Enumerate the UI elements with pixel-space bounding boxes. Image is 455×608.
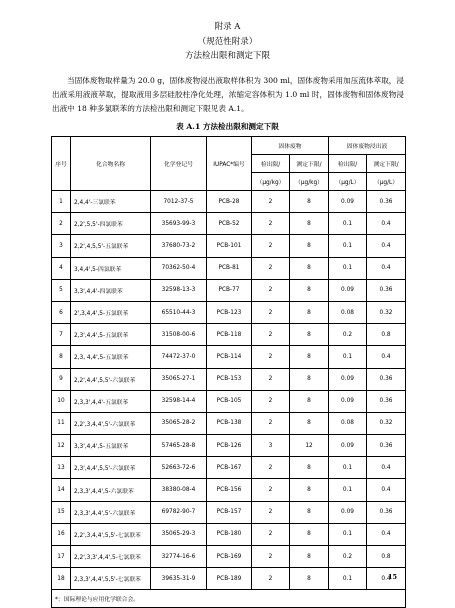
appendix-title: 附录 A [214,22,241,32]
table-row [52,457,406,479]
table-row [52,412,406,434]
compound-name: 2,3,3',4,4',5,5'-七氯联苯 [71,568,151,590]
iupac-number: PCB-167 [207,457,252,479]
leachate-quant-limit: 0.32 [367,412,406,434]
page-number: 15 [387,573,397,581]
solid-detection-limit: 2 [252,324,290,346]
row-number: 6 [52,301,71,323]
leachate-quant-limit: 0.36 [367,501,406,523]
appendix-type: （规范性附录） [197,37,258,47]
table-row [52,390,406,412]
header-seq: 序号 [52,137,71,191]
table-row [52,568,406,590]
iupac-number: PCB-77 [207,279,252,301]
leachate-detection-limit: 0.1 [329,257,367,279]
compound-name: 2,2',4,4',5,5'-六氯联苯 [71,368,151,390]
row-number: 2 [52,213,71,235]
leachate-detection-limit: 0.09 [329,368,367,390]
header-name: 化合物名称 [71,137,151,191]
cas-number: 32598-13-3 [151,279,207,301]
solid-quant-limit: 8 [290,390,329,412]
header-solid-det: 检出限/ [252,155,290,173]
header-leach-det: 检出限/ [329,155,367,173]
compound-name: 2,3,3',4,4',5-六氯联苯 [71,479,151,501]
compound-name: 2,2',3,3',4,4',5-七氯联苯 [71,546,151,568]
header-solid-quant-unit: （μg/kg） [290,173,329,191]
table-row [52,301,406,323]
compound-name: 2,3, 4,4',5-五氯联苯 [71,346,151,368]
header-leach-quant-unit: （μg/L） [367,173,406,191]
cas-number: 35065-27-1 [151,368,207,390]
compound-name: 2,3,3',4,4'-五氯联苯 [71,390,151,412]
iupac-number: PCB-118 [207,324,252,346]
table-row [52,257,406,279]
cas-number: 74472-37-0 [151,346,207,368]
solid-quant-limit: 8 [290,279,329,301]
table-row [52,191,406,213]
solid-detection-limit: 2 [252,213,290,235]
leachate-quant-limit: 0.4 [367,346,406,368]
leachate-quant-limit: 0.32 [367,301,406,323]
leachate-detection-limit: 0.09 [329,191,367,213]
solid-detection-limit: 2 [252,457,290,479]
leachate-quant-limit: 0.4 [367,523,406,545]
iupac-number: PCB-114 [207,346,252,368]
leachate-detection-limit: 0.09 [329,501,367,523]
solid-detection-limit: 3 [252,435,290,457]
table-row [52,523,406,545]
cas-number: 37680-73-2 [151,235,207,257]
leachate-quant-limit: 0.36 [367,368,406,390]
solid-quant-limit: 8 [290,235,329,257]
leachate-detection-limit: 0.09 [329,435,367,457]
cas-number: 38380-08-4 [151,479,207,501]
solid-quant-limit: 8 [290,479,329,501]
table-row [52,279,406,301]
solid-detection-limit: 2 [252,368,290,390]
header-iupac: IUPAC*编号 [207,137,252,191]
leachate-detection-limit: 0.1 [329,346,367,368]
compound-name: 2,2',4,5,5'-五氯联苯 [71,235,151,257]
compound-name: 2,3,3',4,4',5'-六氯联苯 [71,501,151,523]
leachate-quant-limit: 0.36 [367,435,406,457]
row-number: 7 [52,324,71,346]
solid-quant-limit: 8 [290,191,329,213]
iupac-number: PCB-126 [207,435,252,457]
row-number: 9 [52,368,71,390]
cas-number: 69782-90-7 [151,501,207,523]
header-leach-det-unit: （μg/L） [329,173,367,191]
cas-number: 35065-28-2 [151,412,207,434]
row-number: 15 [52,501,71,523]
row-number: 13 [52,457,71,479]
solid-detection-limit: 2 [252,390,290,412]
header-solid-det-unit: （μg/kg） [252,173,290,191]
iupac-number: PCB-81 [207,257,252,279]
solid-detection-limit: 2 [252,346,290,368]
solid-quant-limit: 8 [290,412,329,434]
cas-number: 52663-72-6 [151,457,207,479]
leachate-quant-limit: 0.36 [367,279,406,301]
leachate-quant-limit: 0.4 [367,568,406,590]
row-number: 14 [52,479,71,501]
leachate-detection-limit: 0.1 [329,523,367,545]
solid-detection-limit: 2 [252,501,290,523]
row-number: 11 [52,412,71,434]
table-row [52,324,406,346]
iupac-number: PCB-169 [207,546,252,568]
solid-quant-limit: 8 [290,568,329,590]
solid-detection-limit: 2 [252,568,290,590]
iupac-number: PCB-189 [207,568,252,590]
compound-name: 3,4,4',5-四氯联苯 [71,257,151,279]
solid-quant-limit: 8 [290,368,329,390]
solid-quant-limit: 8 [290,501,329,523]
leachate-quant-limit: 0.4 [367,479,406,501]
iupac-number: PCB-180 [207,523,252,545]
leachate-quant-limit: 0.4 [367,213,406,235]
row-number: 5 [52,279,71,301]
compound-name: 2,3',4,4',5-五氯联苯 [71,324,151,346]
solid-detection-limit: 2 [252,523,290,545]
table-note: *：国际理论与应用化学联合会。 [52,590,406,608]
compound-name: 3,3',4,4',5-五氯联苯 [71,435,151,457]
row-number: 17 [52,546,71,568]
leachate-quant-limit: 0.4 [367,235,406,257]
solid-detection-limit: 2 [252,235,290,257]
compound-name: 2,4,4'-三氯联苯 [71,191,151,213]
header-cas: 化学登记号 [151,137,207,191]
solid-quant-limit: 8 [290,346,329,368]
cas-number: 35065-29-3 [151,523,207,545]
cas-number: 32774-16-6 [151,546,207,568]
solid-detection-limit: 2 [252,412,290,434]
leachate-detection-limit: 0.09 [329,279,367,301]
detection-limit-table [51,136,406,608]
header-leachate: 固体废物浸出液 [329,137,406,155]
table-row [52,235,406,257]
row-number: 18 [52,568,71,590]
cas-number: 39635-31-9 [151,568,207,590]
leachate-quant-limit: 0.8 [367,324,406,346]
solid-quant-limit: 8 [290,213,329,235]
table-row [52,346,406,368]
table-caption: 表 A.1 方法检出限和测定下限 [176,122,279,131]
table-row [52,546,406,568]
solid-quant-limit: 8 [290,523,329,545]
leachate-detection-limit: 0.08 [329,412,367,434]
iupac-number: PCB-52 [207,213,252,235]
compound-name: 2',3,4,4',5-五氯联苯 [71,301,151,323]
iupac-number: PCB-101 [207,235,252,257]
leachate-detection-limit: 0.1 [329,568,367,590]
cas-number: 35693-99-3 [151,213,207,235]
solid-detection-limit: 2 [252,479,290,501]
solid-quant-limit: 8 [290,324,329,346]
solid-detection-limit: 2 [252,191,290,213]
iupac-number: PCB-157 [207,501,252,523]
row-number: 1 [52,191,71,213]
leachate-detection-limit: 0.08 [329,301,367,323]
leachate-quant-limit: 0.36 [367,191,406,213]
iupac-number: PCB-153 [207,368,252,390]
cas-number: 65510-44-3 [151,301,207,323]
compound-name: 3,3',4,4'-四氯联苯 [71,279,151,301]
iupac-number: PCB-138 [207,412,252,434]
appendix-subject: 方法检出限和测定下限 [184,51,270,61]
row-number: 3 [52,235,71,257]
leachate-detection-limit: 0.1 [329,213,367,235]
solid-detection-limit: 2 [252,257,290,279]
leachate-detection-limit: 0.2 [329,324,367,346]
solid-detection-limit: 2 [252,546,290,568]
leachate-quant-limit: 0.4 [367,457,406,479]
row-number: 10 [52,390,71,412]
header-leach-quant: 测定下限/ [367,155,406,173]
cas-number: 32598-14-4 [151,390,207,412]
leachate-detection-limit: 0.2 [329,546,367,568]
header-solid-waste: 固体废物 [252,137,329,155]
iupac-number: PCB-123 [207,301,252,323]
row-number: 8 [52,346,71,368]
cas-number: 57465-28-8 [151,435,207,457]
solid-quant-limit: 8 [290,301,329,323]
cas-number: 70362-50-4 [151,257,207,279]
iupac-number: PCB-105 [207,390,252,412]
compound-name: 2,2',3,4,4',5'-六氯联苯 [71,412,151,434]
compound-name: 2,2',5,5'-四氯联苯 [71,213,151,235]
compound-name: 2,2',3,4,4',5,5'-七氯联苯 [71,523,151,545]
cas-number: 7012-37-5 [151,191,207,213]
table-row [52,213,406,235]
leachate-quant-limit: 0.8 [367,546,406,568]
table-row [52,368,406,390]
leachate-quant-limit: 0.36 [367,390,406,412]
table-row [52,501,406,523]
compound-name: 2,3',4,4',5,5'-六氯联苯 [71,457,151,479]
leachate-detection-limit: 0.1 [329,479,367,501]
leachate-detection-limit: 0.1 [329,235,367,257]
table-row [52,435,406,457]
solid-quant-limit: 8 [290,546,329,568]
cas-number: 31508-00-6 [151,324,207,346]
row-number: 4 [52,257,71,279]
iupac-number: PCB-156 [207,479,252,501]
solid-detection-limit: 2 [252,279,290,301]
intro-paragraph: 当固体废物取样量为 20.0 g，固体废物浸出液取样体积为 300 ml，固体废物采用加压流体萃取，浸出液采用液液萃取，提取液用多层硅胶柱净化处理，浓缩定容体积为 1.0 ml 时，固体废物和固体废物浸出液中 18 种多氯联苯的方法检出限和测定下限见表 A.1。 [52,76,404,113]
leachate-detection-limit: 0.1 [329,457,367,479]
row-number: 16 [52,523,71,545]
solid-quant-limit: 12 [290,435,329,457]
row-number: 12 [52,435,71,457]
iupac-number: PCB-28 [207,191,252,213]
leachate-quant-limit: 0.4 [367,257,406,279]
leachate-detection-limit: 0.09 [329,390,367,412]
header-solid-quant: 测定下限/ [290,155,329,173]
table-row [52,479,406,501]
solid-quant-limit: 8 [290,457,329,479]
solid-quant-limit: 8 [290,257,329,279]
solid-detection-limit: 2 [252,301,290,323]
